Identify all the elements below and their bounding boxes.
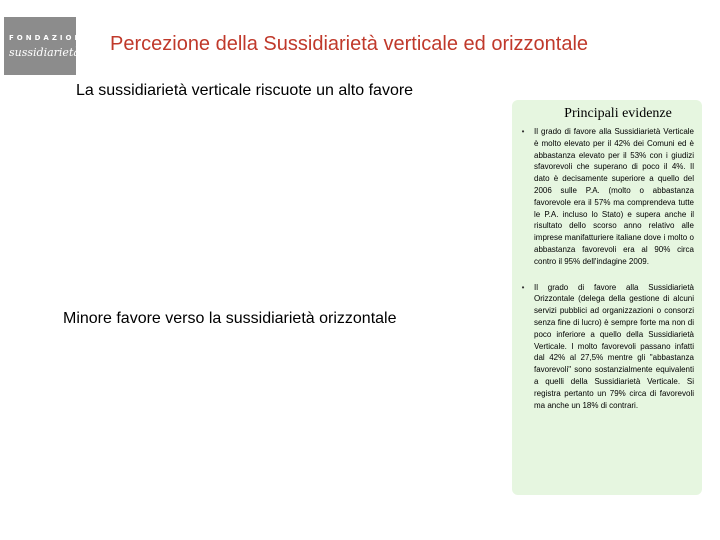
evidence-text-verticale: Il grado di favore alla Sussidiarietà Verticale è molto elevato per il 42% dei Comuni ed è abbastanza elevato per il 53% con i giudizi sfavorevoli che superano di poco il 4%. Il dato è decisamente superiore a quello del 2006 sulle P.A. (molto o abbastanza favorevole era il 57% ma comprendeva tutte le P.A. incluso lo Stato) e supera anche il risultato dello scorso anno relativo alle imprese manifatturiere italiane dove i molto o abbastanza favorevoli era al 90% circa contro il 95% dell'indagine 2009. bbox=[534, 127, 694, 266]
evidence-item bbox=[516, 282, 694, 412]
bullet-icon: • bbox=[521, 282, 525, 292]
evidence-text-orizzontale: Il grado di favore alla Sussidiarietà Orizzontale (delega della gestione di alcuni servizi pubblici ad organizzazioni o consorzi senza fine di lucro) è sempre forte ma non di poco inferiore a quello della Sussidiarietà Verticale. I molto favorevoli passano infatti dal 42% al 27,5% mentre gli "abbastanza favorevoli" sono sostanzialmente equivalenti a quelli della Sussidiarietà Verticale. Si registra pertanto un 79% circa di favorevoli ma anche un 18% di contrari. bbox=[534, 282, 694, 410]
panel-title: Principali evidenze bbox=[564, 106, 672, 121]
fondazione-logo bbox=[4, 17, 92, 75]
slide-title: Percezione della Sussidiarietà verticale ed orizzontale bbox=[110, 33, 589, 55]
logo-bottom-text: sussidiarietà bbox=[9, 45, 80, 59]
heading-sussidiarieta-orizzontale: Minore favore verso la sussidiarietà orizzontale bbox=[63, 310, 397, 327]
logo-top-text: FONDAZIONE bbox=[9, 33, 92, 42]
evidence-panel bbox=[512, 100, 702, 495]
evidence-item bbox=[516, 126, 694, 268]
bullet-icon: • bbox=[521, 127, 525, 136]
heading-sussidiarieta-verticale: La sussidiarietà verticale riscuote un alto favore bbox=[76, 82, 414, 99]
